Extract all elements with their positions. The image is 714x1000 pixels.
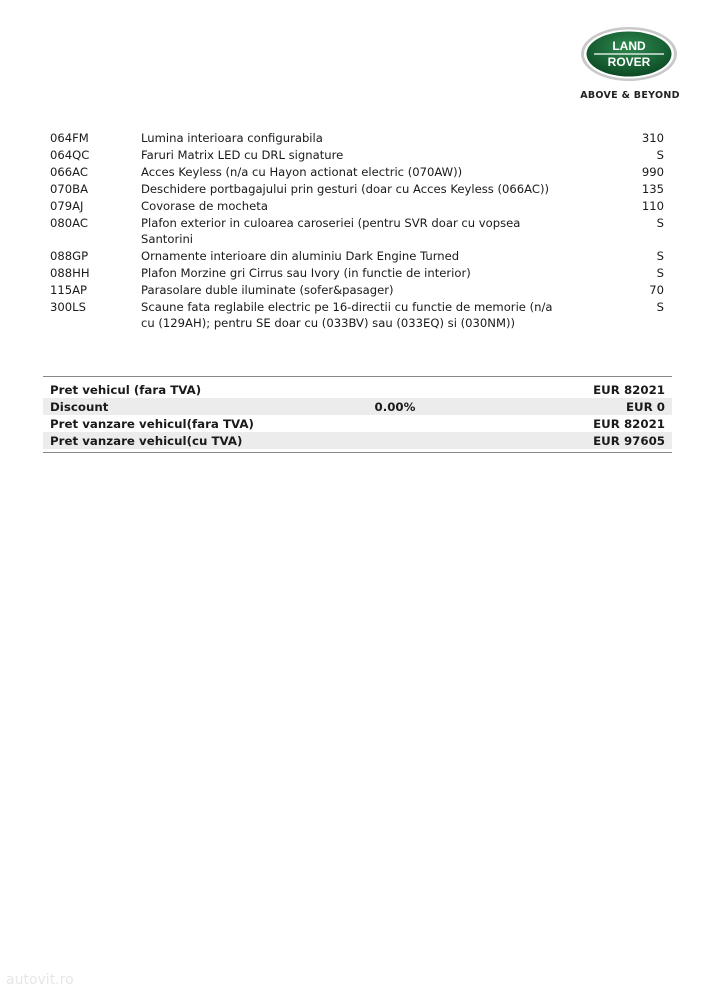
summary-row [43,432,672,449]
option-code: 088GP [50,249,89,263]
option-description: Faruri Matrix LED cu DRL signature [141,148,344,162]
option-description: Acces Keyless (n/a cu Hayon actionat electric (070AW)) [141,165,463,179]
options-list [50,130,670,332]
summary-percent: 0.00% [374,399,416,414]
option-row [50,130,670,146]
brand-tagline: ABOVE & BEYOND [580,90,680,101]
option-description: Plafon exterior in culoarea caroseriei (pentru SVR doar cu vopsea Santorini [141,216,521,246]
option-row [50,181,670,197]
option-description: Ornamente interioare din aluminiu Dark Engine Turned [141,249,460,263]
summary-value: EUR 82021 [593,382,665,397]
summary-label: Pret vehicul (fara TVA) [50,382,202,397]
option-code: 066AC [50,165,88,179]
summary-row [43,398,672,415]
option-price: 110 [641,199,664,213]
option-row [50,215,670,247]
summary-row [43,381,672,398]
option-description: Lumina interioara configurabila [141,131,323,145]
option-row [50,164,670,180]
summary-value: EUR 97605 [593,433,665,448]
option-price: S [656,249,664,263]
option-price: S [656,266,664,280]
brand-logo [570,26,690,106]
logo-text-rover: ROVER [607,55,651,69]
option-code: 070BA [50,182,89,196]
option-description: Scaune fata reglabile electric pe 16-directii cu functie de memorie (n/a cu (129AH); pentru SE doar cu (033BV) sau (033EQ) si (030NM)) [141,300,553,330]
option-price: S [656,300,664,314]
option-description: Deschidere portbagajului prin gesturi (doar cu Acces Keyless (066AC)) [141,182,550,196]
logo-text-land: LAND [612,39,646,53]
option-row [50,299,670,331]
option-code: 115AP [50,283,88,297]
summary-label: Discount [50,399,109,414]
summary-label: Pret vanzare vehicul(fara TVA) [50,416,254,431]
option-price: 990 [641,165,664,179]
option-code: 088HH [50,266,90,280]
option-code: 064FM [50,131,89,145]
summary-value: EUR 82021 [593,416,665,431]
option-row [50,248,670,264]
option-price: S [656,148,664,162]
watermark: autovit.ro [6,972,74,988]
summary-label: Pret vanzare vehicul(cu TVA) [50,433,243,448]
option-description: Parasolare duble iluminate (sofer&pasager) [141,283,394,297]
option-price: 310 [641,131,664,145]
option-price: 135 [641,182,664,196]
land-rover-logo-icon [580,26,678,82]
option-price: S [656,216,664,230]
option-code: 080AC [50,216,88,230]
option-code: 064QC [50,148,90,162]
option-row [50,147,670,163]
option-row [50,265,670,281]
summary-value: EUR 0 [625,399,665,414]
option-row [50,282,670,298]
summary-row [43,415,672,432]
option-code: 079AJ [50,199,84,213]
option-description: Covorase de mocheta [141,199,268,213]
option-description: Plafon Morzine gri Cirrus sau Ivory (in functie de interior) [141,266,471,280]
option-code: 300LS [50,300,86,314]
price-summary [43,376,672,453]
option-row [50,198,670,214]
option-price: 70 [649,283,664,297]
